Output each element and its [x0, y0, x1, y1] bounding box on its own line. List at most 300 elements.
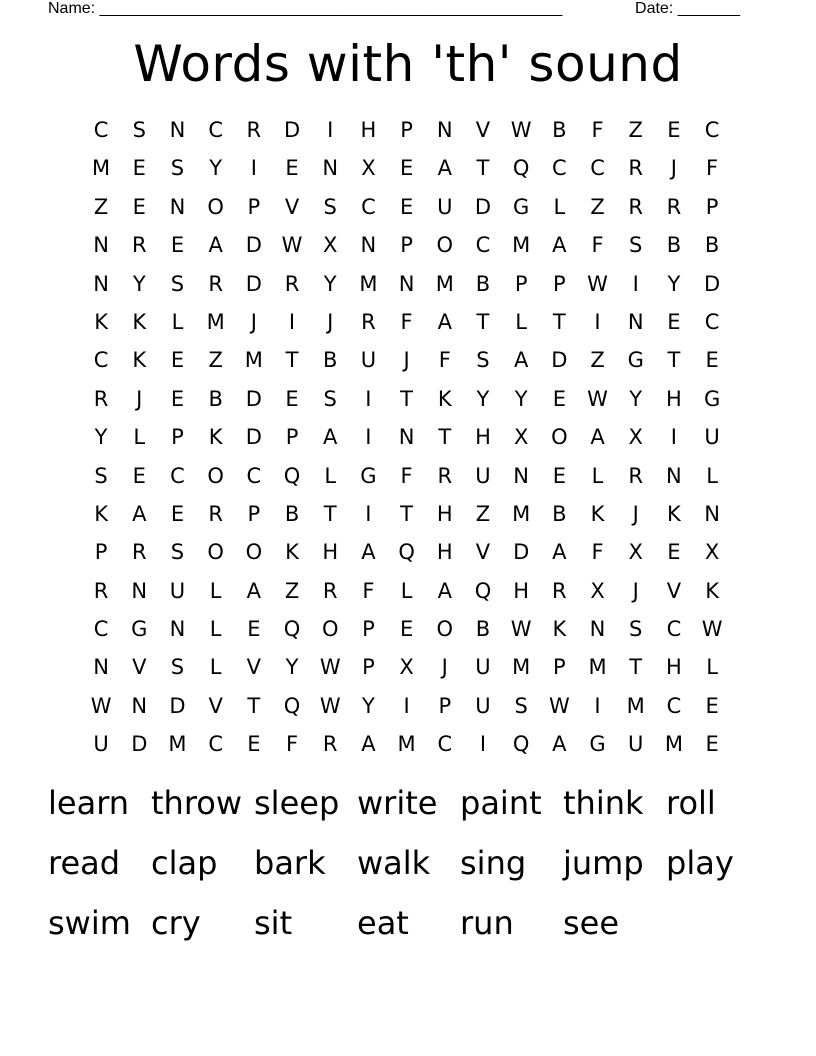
word-bank-item: sit — [254, 904, 293, 942]
grid-letter: S — [323, 386, 337, 411]
grid-letter: R — [131, 233, 147, 258]
grid-letter: P — [247, 194, 261, 219]
grid-letter: Y — [667, 271, 681, 296]
grid-letter: Y — [323, 271, 337, 296]
grid-letter: P — [553, 271, 566, 296]
grid-letter: I — [670, 425, 677, 450]
grid-letter: J — [250, 309, 257, 334]
grid-letter: B — [208, 386, 223, 411]
grid-letter: R — [208, 271, 223, 296]
grid-letter: L — [209, 617, 222, 642]
grid-letter: D — [474, 194, 492, 219]
grid-letter: O — [207, 540, 224, 565]
grid-letter: X — [590, 578, 605, 603]
grid-letter: E — [667, 118, 681, 142]
word-bank — [48, 776, 769, 956]
grid-letter: W — [510, 118, 532, 142]
grid-letter: S — [170, 156, 185, 181]
word-bank-item: swim — [48, 904, 131, 942]
grid-letter: I — [594, 309, 601, 334]
grid-letter: C — [93, 617, 109, 642]
grid-letter: E — [170, 348, 185, 373]
grid-letter: I — [250, 156, 257, 181]
grid-letter: B — [323, 348, 338, 373]
word-bank-item: throw — [151, 784, 243, 822]
grid-letter: M — [626, 693, 645, 718]
word-bank-item: see — [563, 904, 620, 942]
grid-letter: T — [285, 348, 299, 373]
grid-letter: A — [437, 156, 452, 181]
grid-letter: G — [589, 732, 606, 757]
grid-letter: L — [209, 578, 222, 603]
grid-letter: P — [285, 425, 299, 450]
grid-letter: Q — [512, 732, 530, 757]
grid-letter: W — [548, 693, 570, 718]
grid-letter: W — [319, 693, 341, 718]
grid-letter: R — [93, 578, 109, 603]
grid-letter: B — [552, 118, 567, 142]
word-bank-item: jump — [563, 844, 644, 882]
grid-letter: G — [627, 348, 644, 373]
grid-letter: I — [365, 386, 372, 411]
grid-letter: G — [360, 463, 377, 488]
grid-letter: B — [552, 501, 567, 526]
grid-letter: O — [207, 194, 224, 219]
grid-letter: Y — [209, 156, 223, 181]
grid-letter: A — [132, 501, 147, 526]
grid-letter: L — [171, 309, 184, 334]
grid-letter: F — [591, 118, 604, 142]
grid-letter: N — [93, 655, 109, 680]
grid-letter: N — [93, 271, 109, 296]
grid-letter: D — [245, 271, 262, 296]
grid-letter: A — [208, 233, 223, 258]
grid-letter: U — [704, 425, 720, 450]
grid-letter: C — [475, 233, 491, 258]
grid-letter: D — [513, 540, 530, 565]
grid-letter: D — [283, 118, 301, 142]
grid-letter: N — [131, 693, 148, 718]
grid-letter: P — [438, 693, 452, 718]
grid-letter: R — [208, 501, 223, 526]
grid-letter: Z — [284, 578, 300, 603]
grid-letter: G — [131, 617, 148, 642]
grid-letter: S — [170, 271, 185, 296]
grid-letter: M — [664, 732, 683, 757]
grid-letter: H — [513, 578, 530, 603]
grid-letter: E — [399, 617, 414, 642]
grid-letter: Y — [476, 386, 490, 411]
grid-letter: Y — [94, 425, 108, 450]
grid-letter: S — [323, 194, 337, 219]
grid-letter: H — [666, 655, 682, 680]
grid-letter: A — [437, 578, 452, 603]
grid-letter: I — [403, 693, 410, 718]
grid-letter: M — [359, 271, 378, 296]
grid-letter: L — [324, 463, 337, 488]
grid-letter: J — [136, 386, 143, 411]
word-bank-item: play — [666, 844, 734, 882]
grid-letter: A — [437, 309, 452, 334]
grid-letter: F — [400, 309, 413, 334]
grid-letter: K — [437, 386, 452, 411]
grid-letter: Q — [283, 463, 301, 488]
grid-letter: H — [436, 540, 453, 565]
grid-letter: F — [706, 156, 719, 181]
grid-letter: H — [322, 540, 339, 565]
grid-letter: D — [245, 386, 262, 411]
grid-letter: S — [629, 617, 643, 642]
grid-letter: E — [705, 348, 719, 373]
grid-letter: I — [365, 425, 372, 450]
grid-letter: F — [285, 732, 299, 757]
grid-letter: R — [93, 386, 109, 411]
letter-grid — [82, 111, 731, 764]
grid-letter: Q — [512, 156, 530, 181]
grid-letter: N — [589, 617, 606, 642]
grid-letter: N — [666, 463, 682, 488]
grid-letter: T — [476, 156, 490, 181]
grid-letter: E — [247, 732, 261, 757]
grid-letter: J — [403, 348, 410, 373]
grid-letter: L — [209, 655, 222, 680]
grid-letter: O — [321, 617, 339, 642]
grid-letter: E — [667, 540, 681, 565]
grid-letter: C — [666, 617, 682, 642]
grid-letter: E — [132, 194, 146, 219]
grid-letter: I — [479, 732, 487, 757]
grid-letter: J — [632, 578, 639, 603]
grid-letter: D — [131, 732, 148, 757]
grid-letter: P — [247, 501, 261, 526]
grid-letter: M — [512, 501, 531, 526]
grid-letter: R — [552, 578, 567, 603]
grid-letter: L — [515, 309, 527, 334]
grid-letter: E — [667, 309, 681, 334]
grid-letter: W — [281, 233, 303, 258]
word-bank-item: walk — [357, 844, 431, 882]
grid-letter: W — [90, 693, 112, 718]
grid-letter: P — [514, 271, 528, 296]
grid-letter: Z — [475, 501, 491, 526]
grid-letter: P — [553, 655, 566, 680]
word-bank-item: sleep — [254, 784, 340, 822]
word-bank-item: roll — [666, 784, 716, 822]
grid-letter: R — [361, 309, 376, 334]
grid-letter: H — [666, 386, 682, 411]
grid-letter: L — [706, 655, 718, 680]
grid-letter: E — [552, 463, 566, 488]
word-bank-item: bark — [254, 844, 326, 882]
grid-letter: E — [247, 617, 261, 642]
grid-letter: N — [169, 118, 186, 142]
grid-letter: K — [94, 501, 108, 526]
grid-letter: F — [591, 233, 604, 258]
grid-letter: J — [670, 156, 677, 181]
grid-letter: R — [246, 118, 262, 142]
grid-letter: D — [245, 233, 262, 258]
grid-letter: C — [704, 118, 720, 142]
word-bank-item: paint — [460, 784, 542, 822]
word-bank-item: clap — [151, 844, 218, 882]
grid-letter: V — [475, 540, 491, 565]
grid-letter: D — [551, 348, 568, 373]
grid-letter: O — [207, 463, 224, 488]
grid-letter: V — [666, 578, 682, 603]
grid-letter: J — [441, 655, 448, 680]
grid-letter: K — [208, 425, 223, 450]
grid-letter: A — [246, 578, 262, 603]
grid-letter: V — [246, 655, 262, 680]
word-bank-item: learn — [48, 784, 130, 822]
grid-letter: P — [171, 425, 184, 450]
grid-letter: C — [666, 693, 682, 718]
grid-letter: C — [170, 463, 185, 488]
grid-letter: W — [510, 617, 532, 642]
grid-letter: H — [475, 425, 491, 450]
grid-letter: L — [400, 578, 413, 603]
grid-letter: I — [288, 309, 296, 334]
grid-letter: C — [704, 309, 720, 334]
grid-letter: E — [552, 386, 566, 411]
word-bank-item: write — [357, 784, 438, 822]
grid-letter: Q — [398, 540, 415, 565]
grid-letter: S — [170, 540, 185, 565]
grid-letter: C — [590, 156, 605, 181]
grid-letter: C — [208, 118, 223, 142]
grid-letter: W — [587, 271, 608, 296]
grid-letter: X — [704, 540, 720, 565]
grid-letter: S — [132, 118, 146, 142]
grid-letter: Z — [628, 118, 643, 142]
grid-letter: R — [322, 732, 338, 757]
grid-letter: H — [436, 501, 453, 526]
grid-letter: X — [628, 425, 643, 450]
grid-letter: Q — [283, 693, 301, 718]
grid-letter: U — [169, 578, 186, 603]
grid-letter: J — [327, 309, 334, 334]
grid-letter: U — [628, 732, 644, 757]
grid-letter: H — [360, 118, 377, 142]
grid-letter: A — [513, 348, 529, 373]
grid-letter: T — [323, 501, 337, 526]
grid-letter: N — [169, 617, 186, 642]
grid-letter: S — [94, 463, 108, 488]
grid-letter: P — [400, 118, 413, 142]
grid-letter: T — [476, 309, 490, 334]
grid-letter: T — [552, 309, 566, 334]
grid-letter: S — [476, 348, 490, 373]
grid-letter: E — [170, 386, 185, 411]
grid-letter: I — [594, 693, 601, 718]
grid-letter: M — [168, 732, 187, 757]
grid-letter: N — [398, 271, 415, 296]
grid-letter: N — [93, 233, 109, 258]
grid-letter: K — [132, 309, 147, 334]
grid-letter: G — [703, 386, 721, 411]
grid-letter: Y — [285, 655, 299, 680]
grid-letter: A — [552, 540, 567, 565]
grid-letter: Z — [590, 348, 605, 373]
grid-letter: N — [513, 463, 530, 488]
grid-letter: P — [94, 540, 108, 565]
grid-letter: E — [285, 386, 299, 411]
grid-letter: T — [400, 386, 413, 411]
grid-letter: K — [590, 501, 605, 526]
grid-letter: R — [322, 578, 338, 603]
grid-letter: F — [362, 578, 375, 603]
grid-letter: I — [632, 271, 639, 296]
grid-letter: A — [552, 732, 567, 757]
word-bank-item: eat — [357, 904, 409, 942]
grid-letter: C — [361, 194, 376, 219]
grid-letter: W — [587, 386, 608, 411]
grid-letter: I — [327, 118, 334, 142]
grid-letter: B — [284, 501, 300, 526]
grid-letter: K — [132, 348, 147, 373]
grid-letter: P — [362, 655, 375, 680]
grid-letter: M — [244, 348, 263, 373]
grid-letter: X — [361, 156, 376, 181]
grid-letter: R — [131, 540, 147, 565]
grid-letter: F — [438, 348, 451, 373]
grid-letter: L — [591, 463, 604, 488]
word-bank-item: read — [48, 844, 121, 882]
grid-letter: L — [553, 194, 566, 219]
grid-letter: J — [632, 501, 639, 526]
grid-letter: V — [132, 655, 147, 680]
grid-letter: I — [365, 501, 372, 526]
grid-letter: M — [588, 655, 607, 680]
grid-letter: Y — [361, 693, 375, 718]
grid-letter: E — [132, 463, 146, 488]
grid-letter: Z — [208, 348, 223, 373]
grid-letter: M — [92, 156, 111, 181]
grid-letter: T — [400, 501, 413, 526]
grid-letter: C — [208, 732, 223, 757]
page-title: Words with 'th' sound — [133, 35, 683, 93]
grid-letter: W — [701, 617, 723, 642]
grid-letter: S — [514, 693, 528, 718]
grid-letter: T — [667, 348, 681, 373]
grid-letter: U — [437, 194, 453, 219]
grid-letter: E — [132, 156, 146, 181]
grid-letter: Z — [93, 194, 109, 219]
grid-letter: E — [170, 233, 185, 258]
grid-letter: R — [666, 194, 682, 219]
grid-letter: E — [705, 693, 719, 718]
grid-letter: S — [629, 233, 643, 258]
grid-letter: B — [475, 617, 491, 642]
grid-letter: E — [285, 156, 299, 181]
grid-letter: Z — [590, 194, 605, 219]
grid-letter: E — [705, 732, 719, 757]
grid-letter: N — [627, 309, 644, 334]
grid-letter: K — [285, 540, 299, 565]
grid-letter: R — [284, 271, 300, 296]
grid-letter: V — [208, 693, 223, 718]
grid-letter: T — [629, 655, 643, 680]
word-bank-item: cry — [151, 904, 201, 942]
grid-letter: O — [436, 233, 454, 258]
grid-letter: M — [397, 732, 416, 757]
grid-letter: N — [360, 233, 377, 258]
grid-letter: O — [436, 617, 454, 642]
grid-letter: M — [512, 655, 531, 680]
grid-letter: P — [362, 617, 375, 642]
grid-letter: A — [552, 233, 567, 258]
grid-letter: C — [93, 348, 109, 373]
grid-letter: T — [247, 693, 261, 718]
grid-letter: E — [399, 194, 414, 219]
grid-letter: N — [436, 118, 453, 142]
grid-letter: Y — [629, 386, 643, 411]
grid-letter: W — [319, 655, 341, 680]
grid-letter: V — [475, 118, 491, 142]
grid-letter: Y — [132, 271, 146, 296]
grid-letter: Q — [474, 578, 492, 603]
grid-letter: E — [399, 156, 414, 181]
grid-letter: K — [552, 617, 567, 642]
grid-letter: E — [170, 501, 185, 526]
grid-letter: X — [323, 233, 338, 258]
grid-letter: C — [552, 156, 567, 181]
grid-letter: Q — [283, 617, 301, 642]
grid-letter: K — [705, 578, 719, 603]
grid-letter: B — [475, 271, 491, 296]
grid-letter: D — [245, 425, 262, 450]
grid-letter: X — [628, 540, 643, 565]
grid-letter: X — [513, 425, 529, 450]
grid-letter: U — [475, 655, 491, 680]
grid-letter: U — [475, 463, 491, 488]
grid-letter: P — [400, 233, 413, 258]
grid-letter: N — [322, 156, 339, 181]
grid-letter: K — [94, 309, 108, 334]
grid-letter: D — [169, 693, 186, 718]
grid-letter: K — [667, 501, 681, 526]
word-bank-item: think — [563, 784, 644, 822]
grid-letter: S — [170, 655, 185, 680]
grid-letter: U — [360, 348, 377, 373]
grid-letter: T — [438, 425, 452, 450]
grid-letter: R — [628, 463, 644, 488]
grid-letter: R — [628, 156, 644, 181]
grid-letter: N — [398, 425, 415, 450]
grid-letter: N — [704, 501, 720, 526]
grid-letter: R — [628, 194, 644, 219]
grid-letter: O — [551, 425, 568, 450]
grid-letter: C — [437, 732, 453, 757]
worksheet-header — [48, 0, 740, 20]
date-field-label: Date: _______ — [635, 0, 740, 17]
grid-letter: M — [512, 233, 531, 258]
grid-letter: P — [705, 194, 719, 219]
grid-letter: D — [704, 271, 721, 296]
grid-letter: O — [245, 540, 263, 565]
grid-letter: A — [361, 540, 376, 565]
grid-letter: N — [131, 578, 148, 603]
grid-letter: C — [93, 118, 109, 142]
grid-letter: L — [706, 463, 718, 488]
grid-letter: F — [400, 463, 413, 488]
grid-letter: L — [133, 425, 146, 450]
grid-letter: X — [399, 655, 414, 680]
grid-letter: M — [206, 309, 225, 334]
grid-letter: U — [93, 732, 109, 757]
grid-letter: R — [437, 463, 453, 488]
grid-letter: V — [284, 194, 300, 219]
